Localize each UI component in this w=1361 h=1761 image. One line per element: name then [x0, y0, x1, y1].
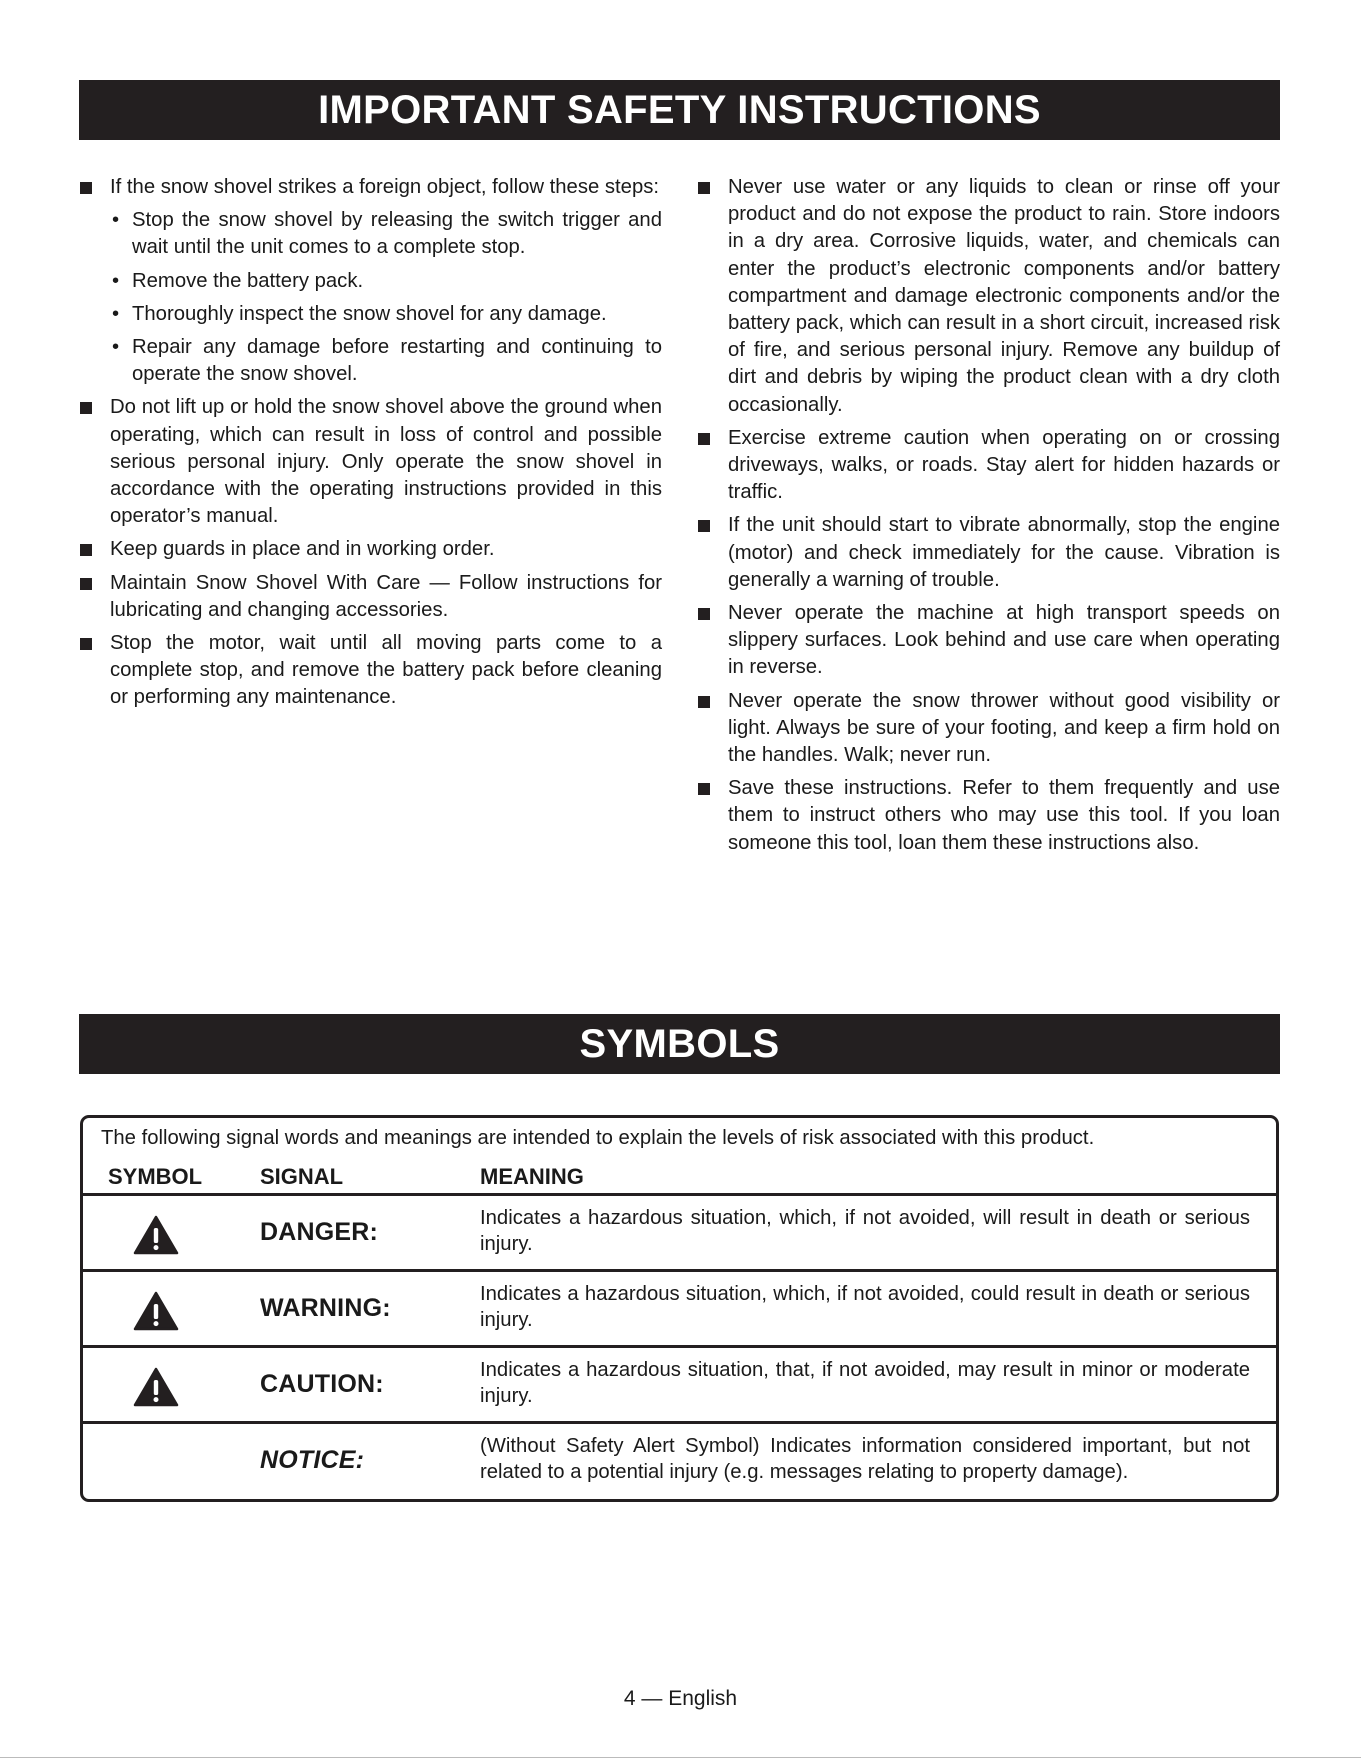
safety-item	[697, 600, 1280, 682]
safety-item-text: Stop the motor, wait until all moving parts come to a complete stop, and remove the battery pack before cleaning or performing any maintenance.	[110, 632, 662, 709]
symbols-banner	[79, 1014, 1280, 1074]
meaning-text: Indicates a hazardous situation, that, if not avoided, may result in minor or moderate injury.	[480, 1359, 1250, 1407]
dot-bullet-icon: •	[112, 269, 120, 292]
safety-item	[697, 512, 1280, 594]
safety-item	[79, 394, 662, 530]
sub-item-text: Remove the battery pack.	[132, 269, 364, 292]
sub-item	[110, 334, 662, 388]
page-edge-line	[0, 1757, 1361, 1758]
table-row-danger	[83, 1196, 1276, 1269]
square-bullet-icon	[80, 402, 92, 414]
safety-item-text: If the unit should start to vibrate abnormally, stop the engine (motor) and check immediately for the cause. Vibration is generally a warning of trouble.	[728, 514, 1280, 591]
signal-warning: WARNING:	[260, 1294, 391, 1322]
signal-notice: NOTICE:	[260, 1446, 365, 1474]
dot-bullet-icon: •	[112, 336, 120, 359]
safety-item-text: Keep guards in place and in working order.	[110, 538, 495, 561]
sub-item-text: Thoroughly inspect the snow shovel for any damage.	[132, 302, 607, 325]
square-bullet-icon	[698, 696, 710, 708]
dot-bullet-icon: •	[112, 302, 120, 325]
safety-column-right	[697, 174, 1280, 863]
square-bullet-icon	[80, 638, 92, 650]
symbols-intro: The following signal words and meanings are intended to explain the levels of risk associated with this product.	[101, 1127, 1095, 1149]
signal-danger: DANGER:	[260, 1218, 379, 1246]
symbols-table	[80, 1115, 1279, 1502]
sub-item-text: Stop the snow shovel by releasing the switch trigger and wait until the unit comes to a complete stop.	[132, 209, 662, 259]
safety-column-left	[79, 174, 662, 718]
square-bullet-icon	[80, 544, 92, 556]
header-symbol: SYMBOL	[108, 1164, 203, 1189]
safety-item	[697, 425, 1280, 507]
safety-instructions-title: IMPORTANT SAFETY INSTRUCTIONS	[318, 88, 1041, 132]
dot-bullet-icon: •	[112, 209, 120, 232]
safety-item	[79, 536, 662, 563]
safety-item-text: If the snow shovel strikes a foreign object, follow these steps:	[110, 176, 659, 198]
safety-item	[697, 775, 1280, 857]
sub-item	[110, 301, 662, 328]
meaning-text: (Without Safety Alert Symbol) Indicates information considered important, but not related to a potential injury (e.g. messages relating to property damage).	[480, 1435, 1250, 1483]
square-bullet-icon	[698, 433, 710, 445]
table-row-notice	[83, 1424, 1276, 1497]
sub-item	[110, 268, 662, 295]
table-row-warning	[83, 1272, 1276, 1345]
square-bullet-icon	[80, 578, 92, 590]
meaning-text: Indicates a hazardous situation, which, if not avoided, could result in death or serious injury.	[480, 1283, 1250, 1331]
safety-alert-triangle-icon	[133, 1291, 179, 1331]
meaning-text: Indicates a hazardous situation, which, if not avoided, will result in death or serious injury.	[480, 1207, 1250, 1255]
square-bullet-icon	[698, 182, 710, 194]
safety-item	[697, 688, 1280, 770]
header-meaning: MEANING	[480, 1164, 584, 1189]
safety-item-text: Do not lift up or hold the snow shovel above the ground when operating, which can result in loss of control and possible serious personal injury. Only operate the snow shovel in accordance with the operating instructions provided in this operator’s manual.	[110, 396, 662, 528]
safety-alert-triangle-icon	[133, 1215, 179, 1255]
symbols-title: SYMBOLS	[579, 1022, 780, 1066]
safety-item	[79, 630, 662, 712]
safety-item	[79, 174, 662, 388]
safety-item-text: Never operate the machine at high transport speeds on slippery surfaces. Look behind and use care when operating in reverse.	[728, 602, 1280, 679]
safety-item-text: Maintain Snow Shovel With Care — Follow instructions for lubricating and changing accessories.	[110, 571, 662, 621]
sub-item	[110, 207, 662, 261]
page-footer: 4 — English	[623, 1687, 738, 1710]
safety-item-text: Save these instructions. Refer to them frequently and use them to instruct others who may use this tool. If you loan someone this tool, loan them these instructions also.	[728, 777, 1280, 854]
safety-item	[79, 570, 662, 624]
safety-item	[697, 174, 1280, 419]
table-row-caution	[83, 1348, 1276, 1421]
safety-instructions-banner	[79, 80, 1280, 140]
square-bullet-icon	[698, 520, 710, 532]
sub-item-text: Repair any damage before restarting and continuing to operate the snow shovel.	[132, 336, 662, 386]
safety-item-text: Never operate the snow thrower without good visibility or light. Always be sure of your footing, and keep a firm hold on the handles. Walk; never run.	[728, 689, 1280, 767]
safety-item-text: Never use water or any liquids to clean or rinse off your product and do not expose the product to rain. Store indoors in a dry area. Corrosive liquids, water, and chemicals can enter the product’s electronic components and/or battery compartment and damage electronic components and/or the battery pack, which can result in a short circuit, increased risk of fire, and serious personal injury. Remove any buildup of dirt and debris by wiping the product clean with a dry cloth occasionally.	[728, 176, 1280, 416]
safety-item-text: Exercise extreme caution when operating on or crossing driveways, walks, or roads. Stay alert for hidden hazards or traffic.	[728, 426, 1280, 504]
signal-caution: CAUTION:	[260, 1370, 384, 1398]
header-signal: SIGNAL	[260, 1164, 344, 1189]
square-bullet-icon	[698, 608, 710, 620]
square-bullet-icon	[80, 182, 92, 194]
sub-list	[110, 207, 662, 388]
square-bullet-icon	[698, 783, 710, 795]
safety-alert-triangle-icon	[133, 1367, 179, 1407]
